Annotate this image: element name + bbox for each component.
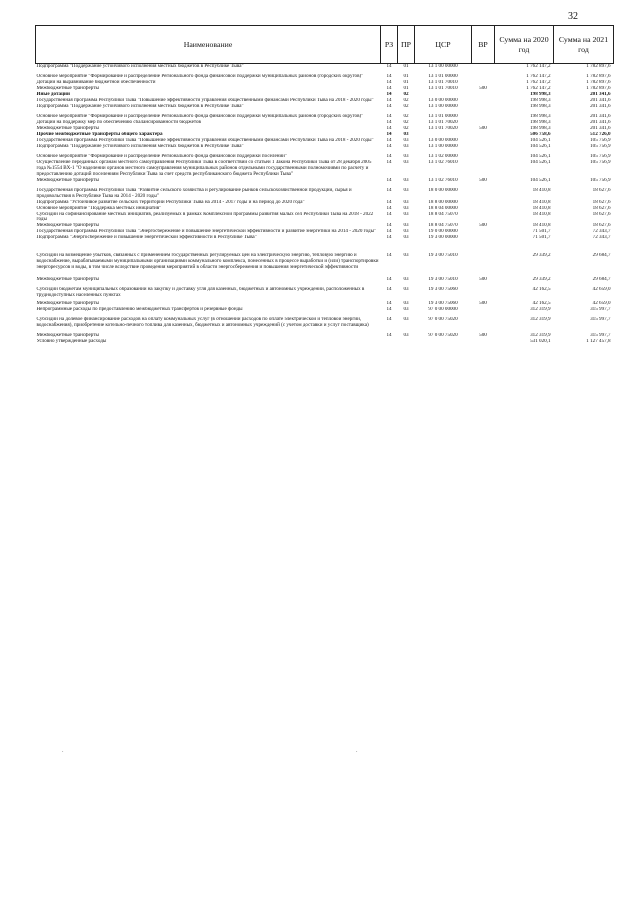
cell-rz: 14	[386, 229, 392, 235]
cell-vr	[472, 160, 495, 178]
cell-rz: 14	[386, 63, 392, 69]
cell-rz: 14	[386, 316, 392, 322]
cell-vr	[472, 188, 495, 200]
cell-sum-2020: 312 319,9	[530, 332, 551, 338]
cell-name: Дотации на выравнивание бюджетной обеспеченности	[36, 80, 156, 85]
cell-pr: 01	[403, 63, 409, 69]
cell-sum-2020: 42 162,5	[532, 300, 551, 306]
cell-name: Государственная программа Республики Тыва "Повышение эффективности управления общественными финансами Республики Тыва на 2018 - 2020 годы"	[36, 98, 374, 103]
cell-sum-2021: 42 659,0	[592, 287, 611, 293]
cell-csr: 13 1 01 70010	[428, 80, 458, 85]
cell-name: Основное мероприятие "Формирование и распределение Регионального фонда финансовой поддержки поселений"	[36, 154, 287, 159]
cell-vr: 500	[479, 177, 487, 183]
cell-pr: 02	[403, 126, 409, 131]
cell-sum-2021: 18 627,6	[592, 187, 611, 193]
cell-sum-2021: 315 997,7	[590, 332, 611, 338]
cell-name: Межбюджетные трансферты	[36, 277, 99, 283]
cell-rz: 14	[386, 160, 392, 165]
table-header-row	[36, 26, 614, 64]
cell-rz: 14	[386, 74, 392, 79]
cell-rz: 14	[386, 187, 392, 193]
cell-pr: 03	[403, 154, 409, 159]
cell-rz: 14	[386, 114, 392, 119]
cell-pr: 03	[403, 199, 409, 205]
cell-rz	[381, 339, 398, 345]
cell-pr: 03	[403, 316, 409, 322]
cell-vr: 500	[479, 223, 487, 229]
cell-vr	[472, 212, 495, 224]
cell-csr: 19 3 00 75010	[428, 253, 458, 259]
cell-rz: 14	[386, 138, 392, 143]
cell-vr: 500	[479, 126, 487, 131]
cell-csr: 19 3 00 00000	[428, 235, 458, 241]
cell-name: Подпрограмма "Энергосбережение и повышение энергетической эффективности в Республике Тыва"	[36, 235, 257, 241]
cell-rz: 14	[386, 211, 392, 217]
footer-dot: .	[62, 748, 64, 754]
cell-pr: 02	[403, 104, 409, 109]
cell-pr: 01	[403, 86, 409, 91]
cell-sum-2020: 506 758,6	[530, 132, 551, 137]
cell-csr: 18 8 04 00000	[428, 205, 458, 211]
cell-csr: 97 0 00 75020	[428, 316, 458, 322]
cell-sum-2021: 105 756,9	[590, 144, 611, 149]
cell-sum-2021: 201 341,6	[590, 92, 611, 97]
header-rz: РЗ	[381, 26, 398, 64]
cell-csr: 18 8 04 75070	[428, 211, 458, 217]
cell-rz: 14	[386, 287, 392, 293]
cell-name: Межбюджетные трансферты	[36, 126, 99, 131]
cell-sum-2020: 1 762 147,2	[526, 86, 551, 91]
cell-csr: 13 1 01 00000	[428, 74, 458, 79]
cell-vr: 500	[479, 300, 487, 306]
cell-sum-2020: 18 410,8	[532, 223, 551, 229]
cell-sum-2020: 198 998,3	[530, 126, 551, 131]
table-body	[36, 64, 614, 345]
cell-name: Основное мероприятие "Формирование и распределение Регионального фонда финансовой поддержки муниципальных районов (городских округов)"	[36, 114, 364, 119]
cell-sum-2021: 201 341,6	[590, 98, 611, 103]
row-spacer-cell	[36, 241, 614, 253]
cell-sum-2021: 72 343,7	[592, 235, 611, 241]
cell-csr: 13 0 00 00000	[428, 98, 458, 103]
header-name: Наименование	[36, 26, 381, 64]
cell-rz: 14	[386, 223, 392, 229]
cell-sum-2021: 1 782 897,6	[586, 80, 611, 85]
cell-pr: 03	[403, 300, 409, 306]
cell-pr: 03	[403, 211, 409, 217]
cell-pr: 03	[403, 177, 409, 183]
cell-name: Государственная программа Республики Тыва "Повышение эффективности управления общественными финансами Республики Тыва на 2018 - 2020 годы"	[36, 138, 374, 143]
cell-rz: 14	[386, 253, 392, 259]
table-row	[36, 287, 614, 299]
cell-vr: 500	[479, 86, 487, 91]
cell-name: Подпрограмма "Поддержание устойчивого исполнения местных бюджетов в Республике Тыва"	[36, 104, 244, 109]
cell-sum-2020: 104 526,1	[530, 144, 551, 149]
cell-name: Государственная программа Республики Тыва "Развитие сельского хозяйства и регулирование рынков сельскохозяйственной продукции, сырья и продовольствия в Республике Тыва на 2014 - 2020 годы"	[36, 187, 352, 199]
header-sum-2020: Сумма на 2020 год	[495, 26, 554, 64]
cell-pr: 03	[403, 235, 409, 241]
page-number: 32	[568, 11, 578, 22]
cell-sum-2020: 104 526,1	[530, 154, 551, 159]
cell-pr: 02	[403, 114, 409, 119]
row-spacer	[36, 241, 614, 253]
cell-name: Субсидии бюджетам муниципальных образований на закупку и доставку угля для казенных, бюджетных и автономных учреждений, расположенных в труднодоступных населенных пунктах	[36, 287, 365, 298]
cell-csr: 13 1 02 00000	[428, 154, 458, 159]
cell-sum-2020: 198 998,3	[530, 92, 551, 97]
cell-sum-2021: 18 627,6	[592, 199, 611, 205]
cell-name: Межбюджетные трансферты	[36, 223, 99, 229]
cell-sum-2021: 29 684,7	[592, 253, 611, 259]
table-row	[36, 317, 614, 329]
cell-csr: 19 0 00 00000	[428, 229, 458, 235]
cell-pr: 02	[403, 120, 409, 125]
cell-pr: 03	[403, 332, 409, 338]
table-row	[36, 188, 614, 200]
cell-pr: 03	[403, 160, 409, 165]
cell-sum-2021: 201 341,6	[590, 114, 611, 119]
cell-pr: 01	[403, 80, 409, 85]
cell-name: Субсидии на софинансирование местных инициатив, реализуемых в рамках Комплексной программы развития малых сел Республики Тыва на 2018 - 2022 годы	[36, 211, 374, 223]
cell-sum-2020: 531 020,1	[530, 338, 551, 344]
cell-name: Государственная программа Республики Тыва "Энергосбережение и повышение энергетической эффективности и развитие энергетики на 2014 - 2020 годы"	[36, 229, 377, 235]
cell-csr: 13 1 01 70020	[428, 120, 458, 125]
cell-name: Прочие межбюджетные трансферты общего характера	[36, 132, 163, 137]
cell-name: Непрограммные расходы по предоставлению межбюджетных трансфертов и резервные фонды	[36, 306, 243, 312]
cell-csr: 13 1 01 70010	[428, 86, 458, 91]
cell-sum-2020: 1 762 147,2	[526, 63, 551, 69]
cell-pr: 03	[403, 287, 409, 293]
cell-rz: 14	[386, 86, 392, 91]
cell-name: Осуществление переданных органам местного самоуправления Республики Тыва в соответствии со статьей 1 Закона Республики Тыва от 28 декабря 2005 года №1554 ВХ-1 "О наделении органов местного самоуправления муниципальных районов отдельными государственными полномочиями по расчету и предоставлению дотаций поселениям Республики Тыва за счет средств республиканского бюджета Республики Тыва"	[36, 160, 372, 177]
cell-sum-2021: 201 341,6	[590, 120, 611, 125]
cell-csr: 13 1 01 00000	[428, 114, 458, 119]
cell-sum-2021: 42 659,0	[592, 300, 611, 306]
cell-rz: 14	[386, 277, 392, 283]
cell-sum-2020: 1 762 147,2	[526, 80, 551, 85]
cell-pr: 03	[403, 132, 409, 137]
cell-sum-2021: 201 341,6	[590, 104, 611, 109]
cell-name: Подпрограмма "Устойчивое развитие сельских территорий Республики Тыва на 2014 - 2017 годы и на период до 2020 года"	[36, 199, 305, 205]
cell-csr: 13 1 02 76010	[428, 177, 458, 183]
cell-csr: 97 0 00 00000	[428, 306, 458, 312]
cell-name: Основное мероприятие "Формирование и распределение Регионального фонда финансовой поддержки муниципальных районов (городских округов)"	[36, 74, 364, 79]
table-row	[36, 253, 614, 271]
cell-pr	[398, 339, 415, 345]
cell-csr: 19 3 00 75060	[428, 287, 458, 293]
cell-sum-2021: 315 997,7	[590, 306, 611, 312]
cell-sum-2020: 18 410,8	[532, 205, 551, 211]
cell-name: Межбюджетные трансферты	[36, 332, 99, 338]
cell-pr: 03	[403, 187, 409, 193]
cell-sum-2021: 72 343,7	[592, 229, 611, 235]
cell-sum-2020: 18 410,8	[532, 211, 551, 217]
cell-rz: 14	[386, 177, 392, 183]
cell-rz: 14	[386, 300, 392, 306]
cell-csr: 18 8 04 75070	[428, 223, 458, 229]
cell-rz: 14	[386, 104, 392, 109]
cell-name: Межбюджетные трансферты	[36, 177, 99, 183]
table-row	[36, 339, 614, 345]
cell-sum-2020: 198 998,3	[530, 120, 551, 125]
cell-pr: 03	[403, 205, 409, 211]
cell-csr: 19 3 00 75060	[428, 300, 458, 306]
cell-sum-2020: 71 501,7	[532, 229, 551, 235]
cell-csr: 13 1 02 76010	[428, 160, 458, 165]
cell-sum-2021: 1 782 897,6	[586, 63, 611, 69]
cell-csr: 13 1 00 00000	[428, 63, 458, 69]
cell-sum-2020: 104 526,1	[530, 160, 551, 165]
cell-pr: 03	[403, 229, 409, 235]
cell-sum-2021: 1 782 897,6	[586, 86, 611, 91]
cell-name: Подпрограмма "Поддержание устойчивого исполнения местных бюджетов в Республике Тыва"	[36, 144, 244, 149]
cell-sum-2020: 71 501,7	[532, 235, 551, 241]
cell-vr	[472, 287, 495, 299]
header-pr: ПР	[398, 26, 415, 64]
table-row	[36, 212, 614, 224]
cell-pr: 03	[403, 138, 409, 143]
cell-csr: 13 1 00 00000	[428, 144, 458, 149]
cell-csr: 19 3 00 75010	[428, 277, 458, 283]
cell-rz: 14	[386, 126, 392, 131]
cell-rz: 14	[386, 154, 392, 159]
cell-csr: 13 1 00 00000	[428, 104, 458, 109]
cell-vr	[472, 317, 495, 329]
cell-sum-2020: 104 526,1	[530, 177, 551, 183]
header-sum-2021: Сумма на 2021 год	[554, 26, 614, 64]
cell-sum-2020: 18 410,8	[532, 199, 551, 205]
cell-name: Субсидии на долевое финансирование расходов на оплату коммунальных услуг (в отношении расходов по оплате электрической и тепловой энергии, водоснабжения), приобретение котельно-печного топлива для казенных, бюджетных и автономных учреждений (с учетом доставки и услуг поставщика)	[36, 316, 369, 328]
budget-table	[35, 25, 614, 345]
cell-pr: 02	[403, 92, 409, 97]
cell-rz: 14	[386, 132, 392, 137]
cell-pr: 03	[403, 223, 409, 229]
cell-sum-2021: 105 756,9	[590, 160, 611, 165]
cell-sum-2021: 105 756,9	[590, 154, 611, 159]
cell-rz: 14	[386, 80, 392, 85]
footer-dot: .	[356, 748, 358, 754]
cell-rz: 14	[386, 92, 392, 97]
cell-name: Подпрограмма "Поддержание устойчивого исполнения местных бюджетов в Республике Тыва"	[36, 63, 244, 69]
cell-sum-2021: 105 756,9	[590, 138, 611, 143]
header-csr: ЦСР	[415, 26, 472, 64]
cell-name: Дотации на поддержку мер по обеспечению сбалансированности бюджетов	[36, 120, 201, 125]
cell-pr: 03	[403, 253, 409, 259]
cell-sum-2021: 201 341,6	[590, 126, 611, 131]
cell-sum-2021: 18 627,6	[592, 205, 611, 211]
cell-sum-2020: 18 410,8	[532, 187, 551, 193]
table-row	[36, 160, 614, 178]
cell-pr: 03	[403, 277, 409, 283]
cell-rz: 14	[386, 235, 392, 241]
cell-pr: 01	[403, 74, 409, 79]
cell-sum-2020: 198 998,3	[530, 104, 551, 109]
cell-sum-2020: 29 339,2	[532, 277, 551, 283]
cell-pr: 02	[403, 98, 409, 103]
cell-sum-2020: 198 998,3	[530, 98, 551, 103]
header-vr: ВР	[472, 26, 495, 64]
cell-vr	[472, 253, 495, 271]
cell-sum-2021: 18 627,6	[592, 223, 611, 229]
cell-pr: 03	[403, 306, 409, 312]
cell-sum-2020: 198 998,3	[530, 114, 551, 119]
cell-sum-2021: 1 127 457,8	[586, 338, 611, 344]
cell-pr: 03	[403, 144, 409, 149]
cell-rz: 14	[386, 332, 392, 338]
cell-name: Межбюджетные трансферты	[36, 300, 99, 306]
cell-rz: 14	[386, 306, 392, 312]
cell-sum-2020: 29 339,2	[532, 253, 551, 259]
cell-name: Субсидии на возмещение убытков, связанных с применением государственных регулируемых цен на электрическую энергию, тепловую энергию и водоснабжение, вырабатываемыми муниципальными организациями коммунального комплекса, понесенных в процессе выработки и (или) транспортировки энергоресурсов и воды, в том числе вследствие проведения мероприятий в области энергосбережения и повышения энергетической эффективности	[36, 253, 379, 271]
cell-csr: 18 8 00 00000	[428, 199, 458, 205]
cell-sum-2021: 29 684,7	[592, 277, 611, 283]
cell-vr	[472, 339, 495, 345]
cell-rz: 14	[386, 120, 392, 125]
cell-name: Межбюджетные трансферты	[36, 86, 99, 91]
cell-csr: 13 1 01 70020	[428, 126, 458, 131]
cell-csr: 97 0 00 75020	[428, 332, 458, 338]
cell-sum-2020: 312 319,9	[530, 316, 551, 322]
cell-vr: 500	[479, 277, 487, 283]
cell-sum-2021: 315 997,7	[590, 316, 611, 322]
cell-sum-2020: 312 319,9	[530, 306, 551, 312]
cell-sum-2021: 1 782 897,6	[586, 74, 611, 79]
cell-sum-2020: 42 162,5	[532, 287, 551, 293]
cell-name: Иные дотации	[36, 92, 70, 97]
cell-csr: 18 0 00 00000	[428, 187, 458, 193]
cell-sum-2021: 512 726,0	[590, 132, 611, 137]
cell-rz: 14	[386, 199, 392, 205]
cell-rz: 14	[386, 98, 392, 103]
cell-name: Условно утвержденные расходы	[36, 338, 107, 344]
cell-rz: 14	[386, 144, 392, 149]
cell-sum-2021: 105 756,9	[590, 177, 611, 183]
cell-name: Основное мероприятие "Поддержка местных инициатив"	[36, 205, 162, 211]
cell-vr: 500	[479, 332, 487, 338]
cell-sum-2020: 104 526,1	[530, 138, 551, 143]
cell-sum-2020: 1 762 147,2	[526, 74, 551, 79]
cell-sum-2021: 18 627,6	[592, 211, 611, 217]
cell-rz: 14	[386, 205, 392, 211]
cell-csr	[415, 339, 472, 345]
cell-csr: 13 0 00 00000	[428, 138, 458, 143]
